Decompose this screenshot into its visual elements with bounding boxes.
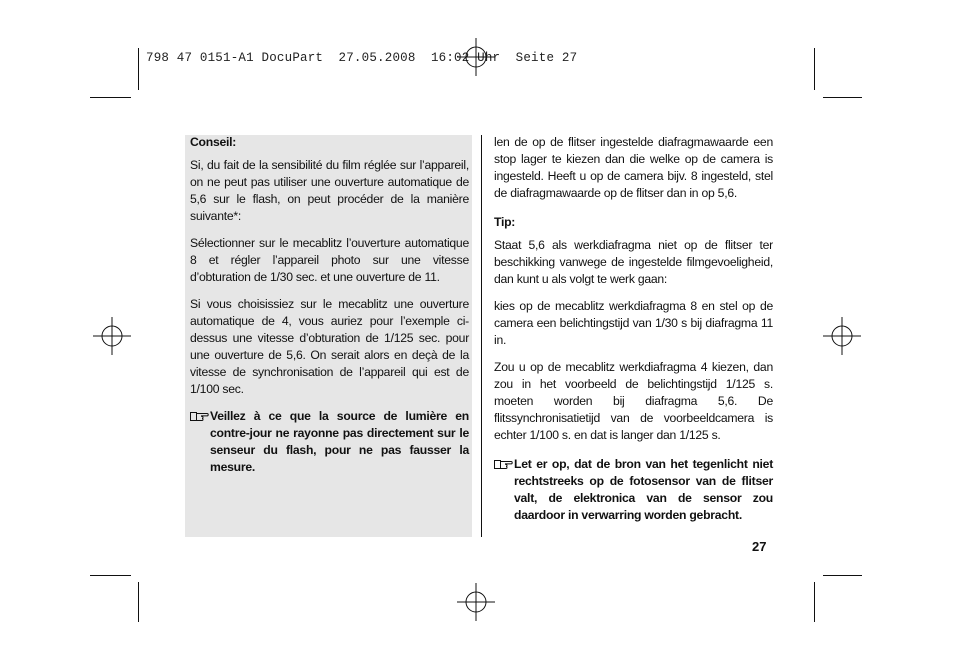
crop-mark: [90, 97, 131, 98]
crop-mark: [138, 582, 139, 622]
right-note-text: Let er op, dat de bron van het tegenlicht niet rechtstreeks op de fotosensor van de flitser valt, de elektronica van de sensor zou daardoor in verwarring worden gebracht.: [514, 457, 773, 522]
left-note-text: Veillez à ce que la source de lumière en contre-jour ne rayonne pas directement sur le senseur du flash, pour ne pas fausser la mesure.: [210, 409, 469, 474]
pointing-hand-icon: [190, 410, 210, 427]
right-warning-note: [494, 456, 773, 524]
registration-mark-icon: [457, 38, 495, 76]
pointing-hand-icon: [494, 458, 514, 475]
registration-mark-icon: [457, 583, 495, 621]
right-paragraph-1: Staat 5,6 als werkdiafragma niet op de flitser ter beschikking vanwege de ingestelde filmgevoeligheid, dan kunt u als volgt te werk gaan:: [494, 238, 773, 286]
left-paragraph-2: Sélectionner sur le mecablitz l’ouverture automatique 8 et régler l’appareil photo sur une vitesse d’obturation de 1/30 sec. et une ouverture de 11.: [190, 236, 469, 284]
right-column: [494, 134, 773, 524]
crop-mark: [814, 48, 815, 90]
left-paragraph-1: Si, du fait de la sensibilité du film réglée sur l’appareil, on ne peut pas utiliser une ouverture automatique de 5,6 sur le flash, on peut procéder de la manière suivante*:: [190, 158, 469, 223]
left-paragraph-3: Si vous choisissiez sur le mecablitz une ouverture automatique de 4, vous auriez pour l’exemple ci-dessus une vitesse d’obturation de 1/125 sec. pour une ouverture de 5,6. On serait alors en deçà de la vitesse de synchronisation de l’appareil qui est de 1/100 sec.: [190, 297, 469, 396]
right-paragraph-0: len de op de flitser ingestelde diafragmawaarde een stop lager te kiezen dan die welke op de camera is ingesteld. Heeft u op de camera bijv. 8 ingesteld, stel de diafragmawaarde op de flitser dan in op 5,6.: [494, 135, 773, 200]
print-header: 798 47 0151-A1 DocuPart 27.05.2008 16:02 Uhr Seite 27: [146, 51, 578, 65]
left-column: [190, 134, 469, 476]
crop-mark: [138, 48, 139, 90]
registration-mark-icon: [93, 317, 131, 355]
page-number: 27: [752, 539, 767, 554]
left-warning-note: [190, 408, 469, 476]
right-paragraph-2: kies op de mecablitz werkdiafragma 8 en stel op de camera een belichtingstijd van 1/30 s bij diafragma 11 in.: [494, 299, 773, 347]
crop-mark: [823, 97, 862, 98]
crop-mark: [814, 582, 815, 622]
registration-mark-icon: [823, 317, 861, 355]
right-heading: Tip:: [494, 215, 516, 229]
crop-mark: [90, 575, 131, 576]
crop-mark: [823, 575, 862, 576]
column-divider: [481, 135, 482, 537]
left-heading: Conseil:: [190, 135, 237, 149]
right-paragraph-3: Zou u op de mecablitz werkdiafragma 4 kiezen, dan zou in het voorbeeld de belichtingstijd 1/125 s. moeten worden bij diafragma 5,6. De flitssynchronisatietijd van de voorbeeldcamera is echter 1/100 s. en dat is langer dan 1/125 s.: [494, 360, 773, 442]
